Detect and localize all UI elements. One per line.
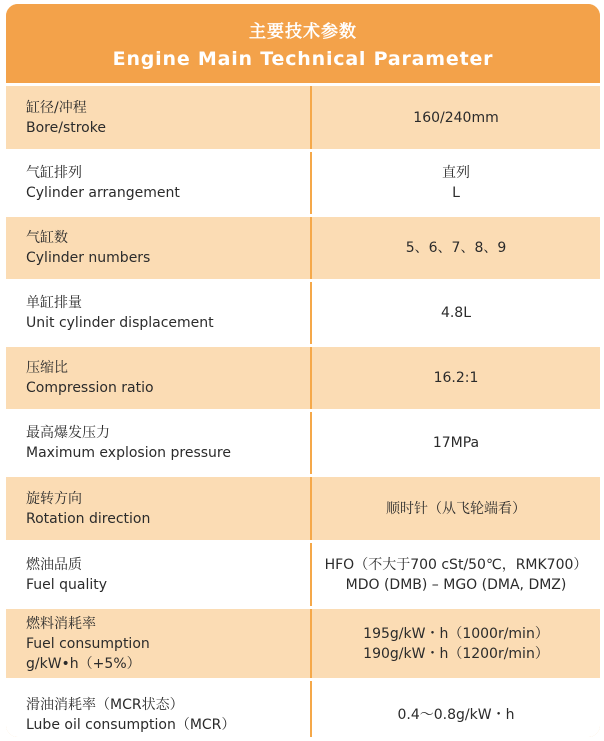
value-line: 4.8L (440, 305, 472, 321)
table-body (6, 86, 600, 737)
label-en: Maximum explosion pressure (26, 445, 231, 461)
label-zh: 单缸排量 (26, 295, 82, 311)
row-label (6, 217, 312, 279)
label-zh: 气缸数 (26, 230, 68, 246)
value-line: 160/240mm (413, 109, 499, 126)
row-value (312, 86, 600, 149)
row-label (6, 609, 312, 678)
label-extra: g/kW•h（+5%） (26, 655, 141, 672)
table-row (6, 152, 600, 217)
label-zh: 缸径/冲程 (26, 99, 87, 116)
value-line: 17MPa (432, 435, 480, 451)
label-zh: 最高爆发压力 (26, 425, 110, 441)
row-value (312, 543, 600, 606)
label-zh: 旋转方向 (26, 490, 82, 507)
row-label (6, 543, 312, 606)
value-line: 0.4～0.8g/kW・h (397, 707, 515, 723)
row-label (6, 152, 312, 214)
label-zh: 气缸排列 (26, 165, 82, 181)
table-row (6, 347, 600, 412)
value-line: 190g/kW・h（1200r/min） (363, 645, 549, 662)
label-zh: 燃料消耗率 (26, 615, 96, 632)
value-line: 5、6、7、8、9 (405, 240, 507, 256)
row-value (312, 347, 600, 409)
row-value (312, 217, 600, 279)
header-title-en: Engine Main Technical Parameter (112, 48, 494, 70)
label-en: Cylinder numbers (26, 250, 151, 266)
table-header (6, 4, 600, 86)
table-row (6, 681, 600, 737)
label-zh: 压缩比 (26, 360, 68, 376)
label-en: Lube oil consumption（MCR） (26, 717, 236, 733)
row-value (312, 282, 600, 344)
row-label (6, 282, 312, 344)
row-label (6, 412, 312, 474)
label-en: Fuel quality (26, 576, 108, 593)
value-line: 16.2:1 (433, 370, 479, 386)
row-value (312, 477, 600, 540)
table-row (6, 412, 600, 477)
row-label (6, 347, 312, 409)
label-en: Bore/stroke (26, 119, 106, 136)
table-row (6, 282, 600, 347)
value-line: 顺时针（从飞轮端看） (386, 500, 526, 517)
label-en: Cylinder arrangement (26, 185, 180, 201)
table-row (6, 217, 600, 282)
label-en: Unit cylinder displacement (26, 315, 214, 331)
table-row (6, 477, 600, 543)
row-value (312, 609, 600, 678)
row-value (312, 412, 600, 474)
table-row (6, 86, 600, 152)
row-label (6, 86, 312, 149)
value-line: MDO (DMB) – MGO (DMA, DMZ) (345, 576, 567, 593)
row-value (312, 152, 600, 214)
parameter-table (6, 4, 600, 737)
row-label (6, 681, 312, 737)
header-title-zh: 主要技术参数 (249, 22, 357, 42)
label-zh: 滑油消耗率（MCR状态） (26, 697, 184, 713)
row-label (6, 477, 312, 540)
value-line: 195g/kW・h（1000r/min） (363, 625, 549, 642)
label-en: Rotation direction (26, 510, 151, 527)
table-row (6, 543, 600, 609)
value-line: 直列 (442, 165, 470, 181)
row-value (312, 681, 600, 737)
label-en: Fuel consumption (26, 635, 150, 652)
table-row (6, 609, 600, 681)
label-en: Compression ratio (26, 380, 154, 396)
value-line: HFO（不大于700 cSt/50℃，RMK700） (324, 556, 588, 573)
label-zh: 燃油品质 (26, 556, 82, 573)
value-line: L (452, 185, 460, 201)
